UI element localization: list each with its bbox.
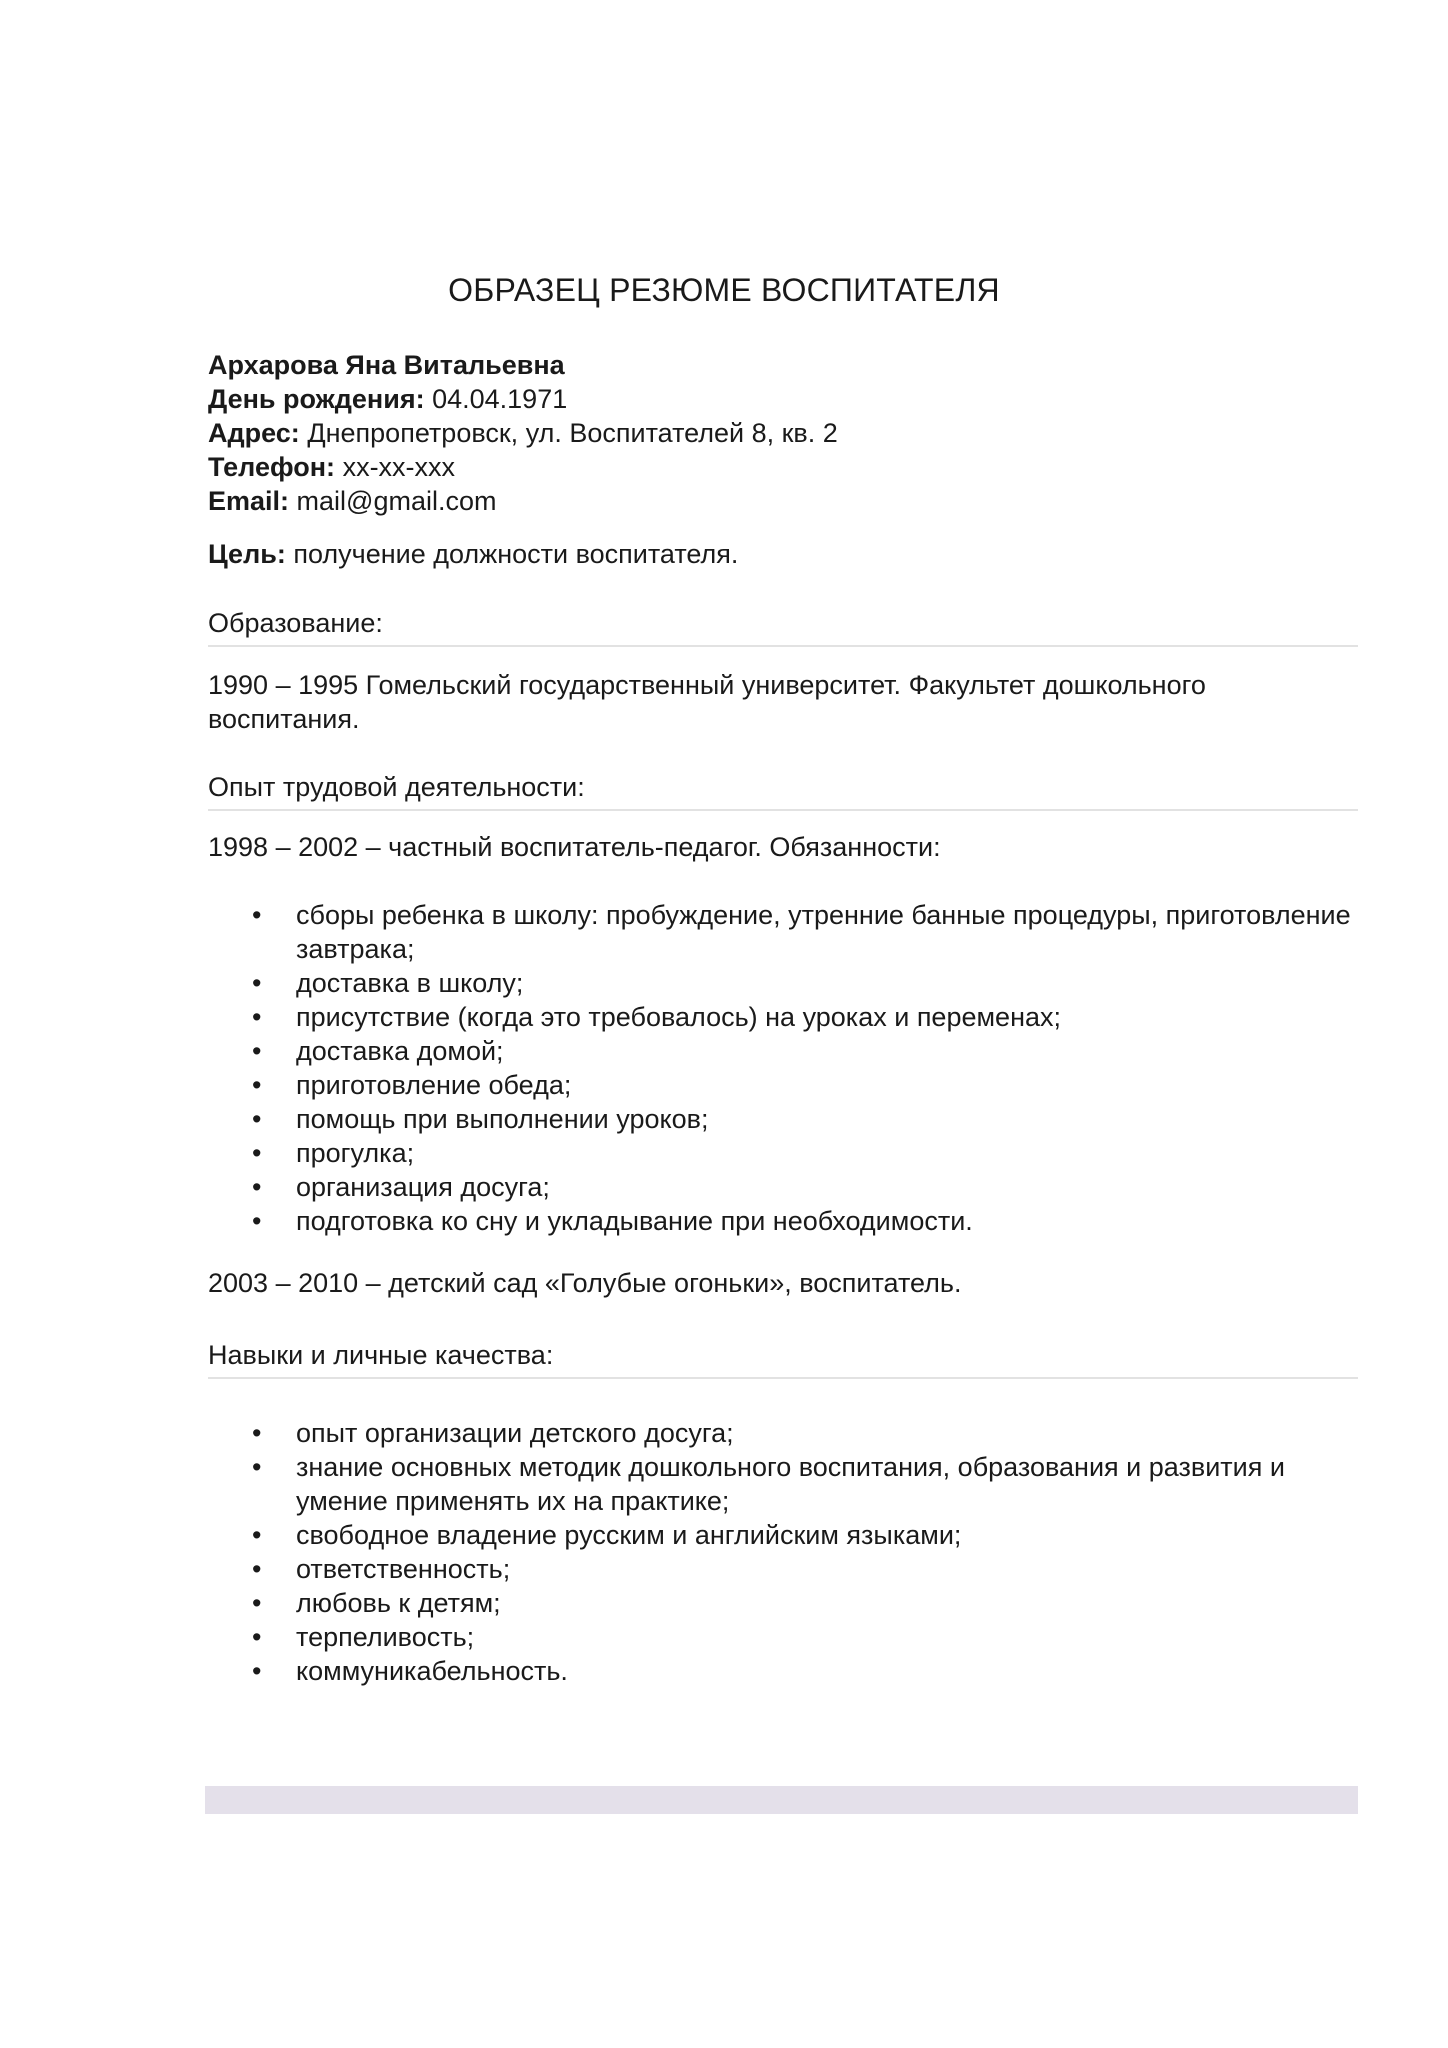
birthday-label: День рождения: [208, 384, 425, 414]
phone-row [208, 450, 1358, 484]
skills-list [208, 1416, 1358, 1688]
birthday-row [208, 382, 1358, 416]
list-item: • ответственность; [208, 1552, 1358, 1586]
address-value: Днепропетровск, ул. Воспитателей 8, кв. 2 [307, 418, 838, 448]
list-item: • терпеливость; [208, 1620, 1358, 1654]
address-label: Адрес: [208, 418, 300, 448]
list-item: • помощь при выполнении уроков; [208, 1102, 1358, 1136]
experience-heading: Опыт трудовой деятельности: [208, 770, 1358, 811]
job-entry-2: 2003 – 2010 – детский сад «Голубые огоньки», воспитатель. [208, 1268, 962, 1298]
footer-bar [205, 1786, 1358, 1814]
list-item: • прогулка; [208, 1136, 1358, 1170]
list-item: • коммуникабельность. [208, 1654, 1358, 1688]
goal-row [208, 537, 1358, 571]
list-item: • сборы ребенка в школу: пробуждение, утренние банные процедуры, приготовление завтрака; [208, 898, 1358, 966]
phone-value: xx-xx-xxx [342, 452, 456, 482]
education-heading: Образование: [208, 606, 1358, 647]
list-item: • приготовление обеда; [208, 1068, 1358, 1102]
full-name: Архарова Яна Витальевна [208, 350, 565, 380]
duties-list [208, 898, 1358, 1238]
list-item: • доставка домой; [208, 1034, 1358, 1068]
birthday-value: 04.04.1971 [432, 384, 568, 414]
address-row [208, 416, 1358, 450]
email-row [208, 484, 1358, 518]
skills-heading: Навыки и личные качества: [208, 1338, 1358, 1379]
goal-label: Цель: [208, 539, 286, 569]
list-item: • любовь к детям; [208, 1586, 1358, 1620]
list-item: • подготовка ко сну и укладывание при необходимости. [208, 1204, 1358, 1238]
education-text: 1990 – 1995 Гомельский государственный университет. Факультет дошкольного воспитания. [208, 670, 1206, 734]
list-item: • знание основных методик дошкольного воспитания, образования и развития и умение применять их на практике; [208, 1450, 1358, 1518]
email-label: Email: [208, 486, 290, 516]
list-item: • присутствие (когда это требовалось) на уроках и переменах; [208, 1000, 1358, 1034]
job-entry-1: 1998 – 2002 – частный воспитатель-педагог. Обязанности: [208, 832, 941, 862]
phone-label: Телефон: [208, 452, 336, 482]
goal-value: получение должности воспитателя. [293, 539, 739, 569]
page-title: ОБРАЗЕЦ РЕЗЮМЕ ВОСПИТАТЕЛЯ [448, 272, 1000, 308]
email-value: mail@gmail.com [296, 486, 497, 516]
list-item: • опыт организации детского досуга; [208, 1416, 1358, 1450]
list-item: • свободное владение русским и английским языками; [208, 1518, 1358, 1552]
contact-info [208, 348, 1358, 518]
list-item: • доставка в школу; [208, 966, 1358, 1000]
list-item: • организация досуга; [208, 1170, 1358, 1204]
